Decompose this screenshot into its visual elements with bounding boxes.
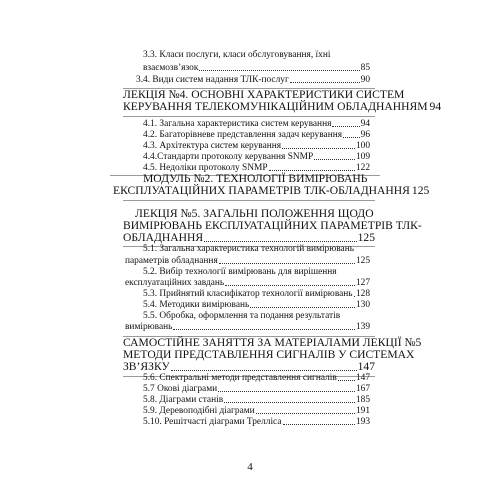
toc-entry-text: 5.3. Прийнятий класифікатор технології вимірювань xyxy=(143,289,353,299)
page-number: 125 xyxy=(357,231,375,244)
toc-entry-5-5 xyxy=(125,322,370,332)
dot-leader xyxy=(199,70,359,71)
toc-entry-5-1-line1: 5.1. Загальна характеристика технологій вимірювань xyxy=(143,244,354,254)
toc-heading-lecture-5-line2: ВИМІРЮВАНЬ ЕКСПЛУАТАЦІЙНИХ ПАРАМЕТРІВ ТЛК- xyxy=(123,219,422,232)
page-number: 185 xyxy=(355,395,370,405)
dot-leader xyxy=(224,402,355,403)
toc-entry-text: вимірювань xyxy=(125,322,173,332)
dot-leader xyxy=(171,370,357,371)
dot-leader xyxy=(283,424,355,425)
page-number: 85 xyxy=(360,63,370,73)
dot-leader xyxy=(354,296,355,297)
separator xyxy=(123,116,375,117)
dot-leader xyxy=(282,148,355,149)
toc-entry-text: взаємозв’язок xyxy=(143,63,199,73)
toc-entry-text: 4.2. Багаторівневе представлення задач керування xyxy=(143,130,343,140)
dot-leader xyxy=(338,380,355,381)
toc-heading-module-2-line1: МОДУЛЬ №2. ТЕХНОЛОГІЇ ВИМІРЮВАНЬ xyxy=(143,172,368,185)
page-number: 139 xyxy=(355,322,370,332)
page-number: 109 xyxy=(355,152,370,162)
dot-leader xyxy=(173,329,355,330)
toc-entry-5-5-line1: 5.5. Обробка, оформлення та подання результатів xyxy=(143,311,341,321)
page-number: 191 xyxy=(355,406,370,416)
toc-entry-text: 4.4.Стандарти протоколу керування SNMP xyxy=(143,152,314,162)
dot-leader xyxy=(332,126,359,127)
toc-entry-3-4 xyxy=(136,75,370,85)
page-number: 193 xyxy=(355,417,370,427)
toc-entry-text: 5.9. Деревоподібні діаграми xyxy=(143,406,255,416)
page-number: 100 xyxy=(355,141,370,151)
toc-entry-5-2-line1: 5.2. Вибір технології вимірювань для вирішення xyxy=(143,267,337,277)
toc-heading-lecture-4-line1: ЛЕКЦІЯ №4. ОСНОВНІ ХАРАКТЕРИСТИКИ СИСТЕМ xyxy=(123,88,405,101)
toc-entry-text: ЗВ’ЯЗКУ xyxy=(123,360,170,373)
toc-heading-self-study-line1: САМОСТІЙНЕ ЗАНЯТТЯ ЗА МАТЕРІАЛАМИ ЛЕКЦІЇ №5 xyxy=(123,336,422,349)
dot-leader xyxy=(225,285,355,286)
toc-entry-text: 5.10. Решітчасті діаграми Трелліса xyxy=(143,417,282,427)
toc-entry-text: 4.3. Архітектура систем керування xyxy=(143,141,282,151)
toc-entry-text: 5.6. Спектральні методи представлення сигналів xyxy=(143,373,337,383)
footer-page-number: 4 xyxy=(247,461,253,473)
toc-entry-4-2 xyxy=(143,130,370,140)
toc-entry-5-6 xyxy=(143,373,370,383)
toc-entry-text: 5.4. Методики вимірювань xyxy=(143,300,250,310)
toc-heading-lecture-4 xyxy=(123,100,442,113)
toc-entry-3-3-line1: 3.3. Класи послуги, класи обслуговування, їхні xyxy=(143,50,331,60)
page-number: 94 xyxy=(360,119,370,129)
toc-heading-self-study-line2: МЕТОДИ ПРЕДСТАВЛЕННЯ СИГНАЛІВ У СИСТЕМАХ xyxy=(123,348,415,361)
dot-leader xyxy=(269,170,355,171)
page-number: 128 xyxy=(355,289,370,299)
dot-leader xyxy=(290,82,360,83)
toc-entry-text: 5.7 Окові діаграми xyxy=(143,384,218,394)
dot-leader xyxy=(204,241,357,242)
dot-leader xyxy=(256,413,355,414)
page-number: 147 xyxy=(355,373,370,383)
toc-heading-lecture-5 xyxy=(123,232,375,244)
page-number: 94 xyxy=(429,100,442,113)
toc-entry-text: 5.8. Діаграми станів xyxy=(143,395,224,405)
toc-entry-5-8 xyxy=(143,395,370,405)
page-number: 147 xyxy=(357,360,375,373)
dot-leader xyxy=(343,137,360,138)
toc-entry-5-3 xyxy=(143,289,370,299)
page-number: 90 xyxy=(360,75,370,85)
toc-heading-lecture-5-line1: ЛЕКЦІЯ №5. ЗАГАЛЬНІ ПОЛОЖЕННЯ ЩОДО xyxy=(135,207,374,220)
page-number: 96 xyxy=(360,130,370,140)
dot-leader xyxy=(250,307,355,308)
separator xyxy=(123,200,375,201)
toc-entry-3-3 xyxy=(143,63,370,73)
toc-entry-4-1 xyxy=(143,119,370,129)
dot-leader xyxy=(218,391,355,392)
toc-entry-5-1 xyxy=(125,256,370,266)
toc-entry-text: ОБЛАДНАННЯ xyxy=(123,231,204,244)
toc-entry-text: 4.1. Загальна характеристика систем керування xyxy=(143,119,332,129)
toc-heading-module-2 xyxy=(113,184,430,197)
toc-entry-4-3 xyxy=(143,141,370,151)
page-number: 125 xyxy=(355,256,370,266)
toc-entry-text: параметрів обладнання xyxy=(125,256,218,266)
toc-heading-self-study xyxy=(123,361,375,373)
toc-entry-5-7 xyxy=(143,384,370,394)
toc-entry-text: 4.5. Недоліки протоколу SNMP xyxy=(143,163,268,173)
toc-entry-text: КЕРУВАННЯ ТЕЛЕКОМУНІКАЦІЙНИМ ОБЛАДНАННЯМ xyxy=(123,100,428,113)
toc-entry-5-4 xyxy=(143,300,370,310)
toc-entry-text: 3.4. Види систем надання ТЛК-послуг xyxy=(136,75,289,85)
page-number: 167 xyxy=(355,384,370,394)
page-number: 125 xyxy=(411,184,430,197)
toc-entry-5-9 xyxy=(143,406,370,416)
toc-entry-5-10 xyxy=(143,417,370,427)
toc-entry-4-4 xyxy=(143,152,370,162)
dot-leader xyxy=(314,159,355,160)
toc-entry-5-2 xyxy=(125,278,370,288)
page-number: 130 xyxy=(355,300,370,310)
dot-leader xyxy=(219,263,355,264)
toc-entry-text: ЕКСПЛУАТАЦІЙНИХ ПАРАМЕТРІВ ТЛК-ОБЛАДНАННЯ xyxy=(113,184,410,197)
page-number: 122 xyxy=(355,163,370,173)
page-number: 127 xyxy=(355,278,370,288)
toc-entry-text: експлуатаційних завдань xyxy=(125,278,225,288)
